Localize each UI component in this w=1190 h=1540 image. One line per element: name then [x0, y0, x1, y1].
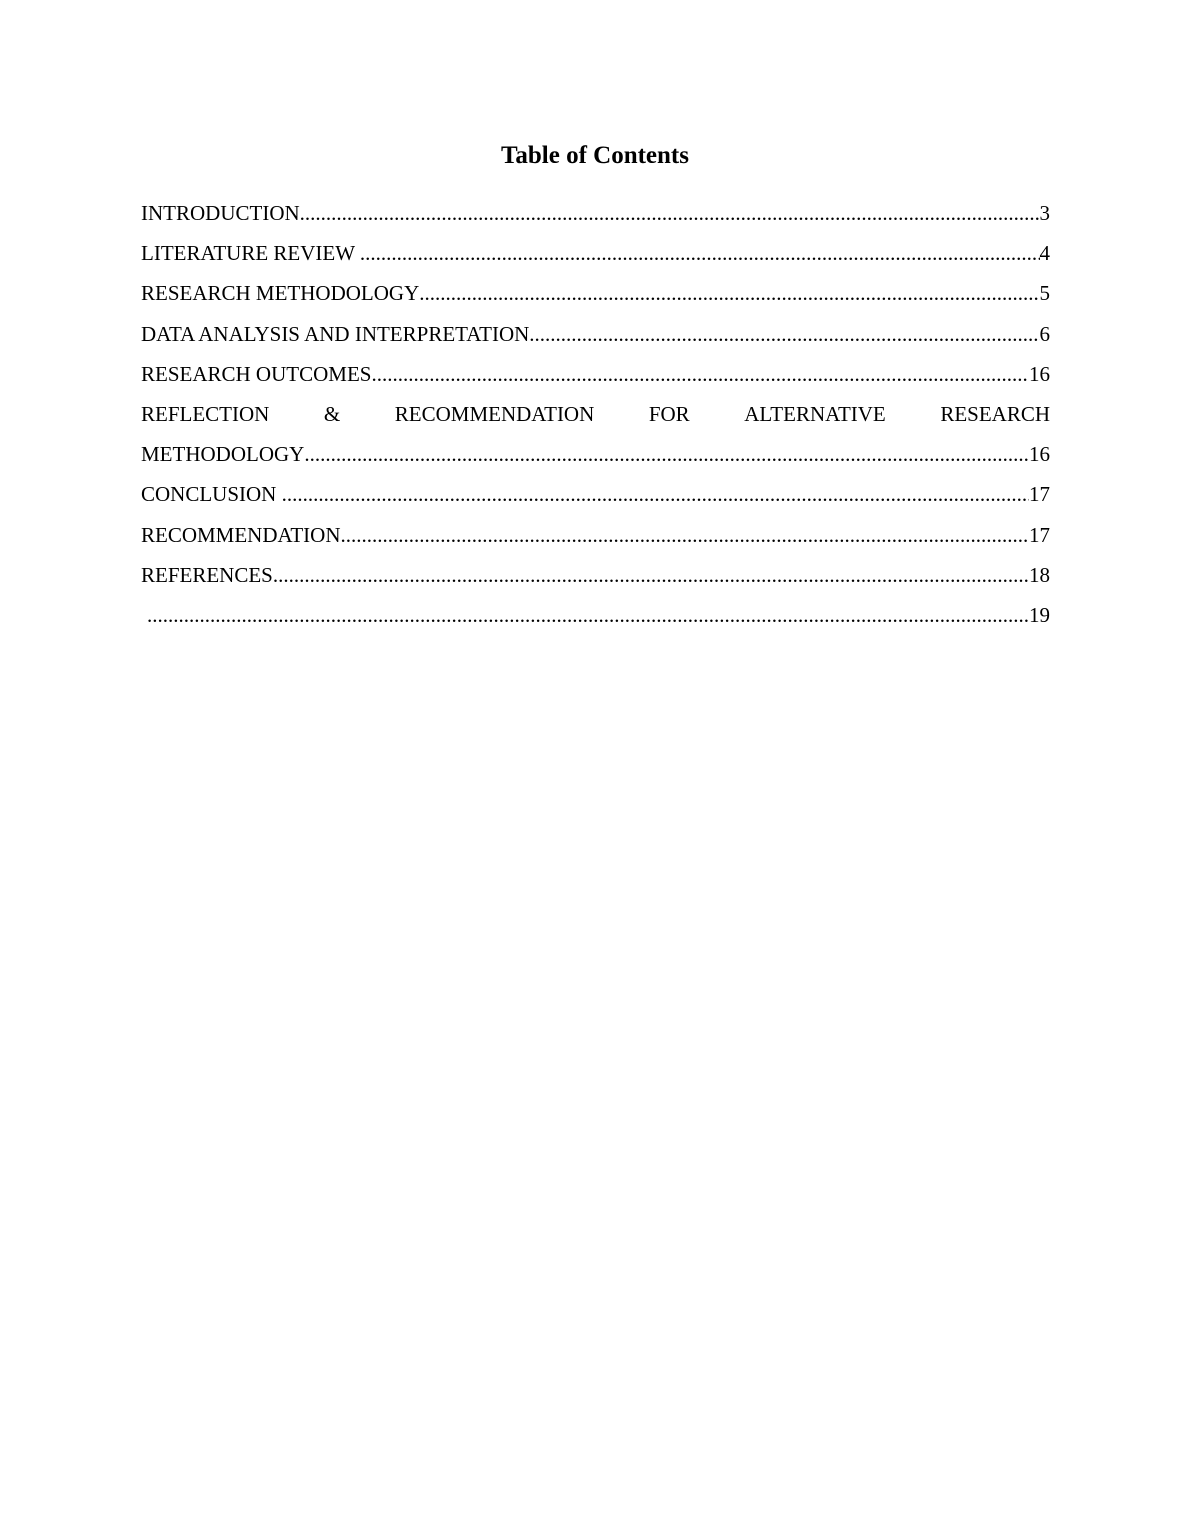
toc-entry-reflection-line2[interactable]: [141, 436, 1050, 476]
toc-page-number: 16: [1029, 442, 1050, 467]
toc-entry-references[interactable]: [141, 557, 1050, 597]
toc-entry-conclusion[interactable]: [141, 476, 1050, 516]
toc-entry-reflection-line1[interactable]: [141, 396, 1050, 436]
toc-entry-word: RECOMMENDATION: [394, 401, 595, 426]
toc-entry-word: REFLECTION: [141, 401, 270, 426]
toc-page-number: 16: [1029, 361, 1050, 386]
toc-entry-label: CONCLUSION: [141, 482, 282, 507]
toc-entry-research-methodology[interactable]: [141, 275, 1050, 315]
dot-leader: [282, 476, 1029, 512]
toc-entry-word: FOR: [648, 401, 690, 426]
toc-entry-label: RESEARCH METHODOLOGY: [141, 281, 420, 306]
toc-entry-label: INTRODUCTION: [141, 201, 300, 225]
toc-entry-label: LITERATURE REVIEW: [141, 241, 360, 266]
toc-page-number: 4: [1039, 241, 1050, 266]
toc-page-number: 6: [1039, 321, 1050, 346]
dot-leader: [304, 436, 1029, 472]
toc-entry-word: ALTERNATIVE: [744, 401, 886, 426]
toc-page-number: 17: [1029, 522, 1050, 547]
toc-page-number: 17: [1029, 482, 1050, 507]
toc-entry-label: RECOMMENDATION: [141, 522, 341, 547]
toc-entry-word: &: [323, 401, 341, 426]
toc-entry-literature-review[interactable]: [141, 235, 1050, 275]
toc-entry-research-outcomes[interactable]: [141, 356, 1050, 396]
toc-entry-introduction[interactable]: [141, 195, 1050, 235]
dot-leader: [371, 356, 1029, 392]
dot-leader: [529, 316, 1039, 352]
toc-page-number: 3: [1039, 201, 1050, 225]
toc-entry-untitled[interactable]: [141, 597, 1050, 637]
toc-page-number: 5: [1039, 281, 1050, 306]
toc-entry-label: DATA ANALYSIS AND INTERPRETATION: [141, 321, 530, 346]
table-of-contents: [141, 195, 1050, 637]
dot-leader: [419, 275, 1039, 311]
toc-entry-label: RESEARCH OUTCOMES: [141, 361, 372, 386]
dot-leader: [300, 195, 1040, 231]
toc-page-number: 19: [1029, 602, 1050, 627]
toc-entry-data-analysis[interactable]: [141, 316, 1050, 356]
dot-leader: [341, 517, 1030, 553]
toc-entry-word: RESEARCH: [940, 401, 1050, 426]
dot-leader: [147, 597, 1029, 633]
toc-entry-label: METHODOLOGY: [141, 442, 305, 467]
toc-entry-label: REFERENCES: [141, 562, 273, 587]
dot-leader: [360, 235, 1040, 271]
toc-page-number: 18: [1029, 562, 1050, 587]
page-title: Table of Contents: [501, 142, 689, 169]
toc-entry-recommendation[interactable]: [141, 517, 1050, 557]
dot-leader: [273, 557, 1029, 593]
